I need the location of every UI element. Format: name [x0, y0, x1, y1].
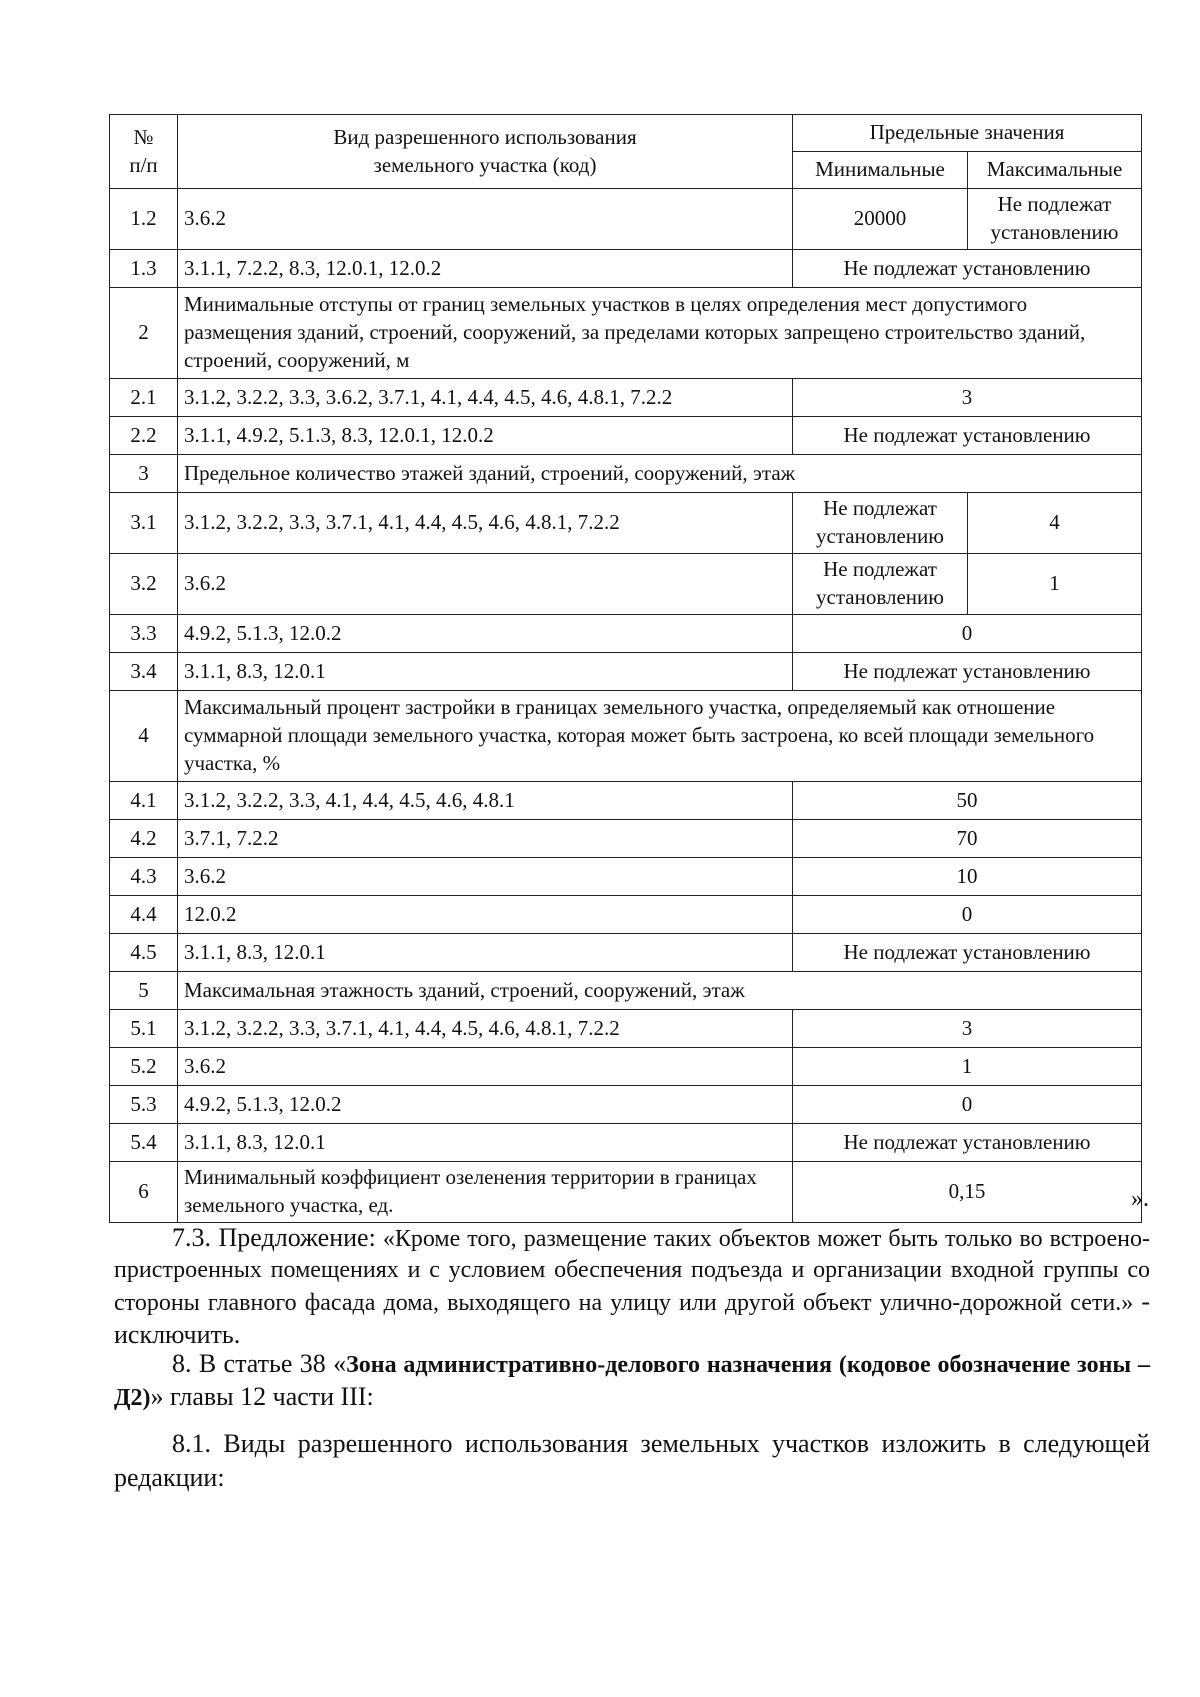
paragraph-7-3: [114, 1222, 1150, 1352]
row-value: Не подлежат установлению: [793, 417, 1142, 455]
row-value: 10: [793, 858, 1142, 896]
row-codes: 12.0.2: [178, 896, 793, 934]
row-number: 4.1: [110, 782, 178, 820]
section-title: Максимальная этажность зданий, строений, сооружений, этаж: [178, 972, 1142, 1010]
row-codes: 4.9.2, 5.1.3, 12.0.2: [178, 1086, 793, 1124]
row-number: 1.2: [110, 189, 178, 250]
row-minimum: 20000: [793, 189, 968, 250]
table-row: [110, 615, 1142, 653]
row-number: 3.2: [110, 554, 178, 615]
table-row: [110, 250, 1142, 288]
row-minimum: Не подлежат установлению: [793, 554, 968, 615]
section-title: Предельное количество этажей зданий, строений, сооружений, этаж: [178, 455, 1142, 493]
row-codes: 3.1.2, 3.2.2, 3.3, 3.7.1, 4.1, 4.4, 4.5, 4.6, 4.8.1, 7.2.2: [178, 1010, 793, 1048]
header-minimum: Минимальные: [793, 152, 968, 189]
table-row: [110, 189, 1142, 250]
table-row: [110, 1010, 1142, 1048]
row-value: Не подлежат установлению: [793, 1124, 1142, 1162]
table-row: [110, 379, 1142, 417]
row-number: 6: [110, 1162, 178, 1223]
header-limit-values: Предельные значения: [793, 115, 1142, 152]
paragraph-7-3-text: «Кроме того, размещение таких объектов может быть только во встроено-пристроенных помещениях и с условием обеспечения подъезда и организации входной группы со стороны главного фасада дома, выходящего на улицу или другой объект улично-дорожной сети.»: [114, 1226, 1150, 1316]
parameters-table: [109, 114, 1142, 1223]
paragraph-8-end: » главы 12 части III:: [150, 1382, 374, 1411]
row-codes: 3.1.1, 8.3, 12.0.1: [178, 1124, 793, 1162]
row-number: 4.5: [110, 934, 178, 972]
row-number: 5.1: [110, 1010, 178, 1048]
row-codes: 4.9.2, 5.1.3, 12.0.2: [178, 615, 793, 653]
row-value: Не подлежат установлению: [793, 250, 1142, 288]
row-number: 5.4: [110, 1124, 178, 1162]
row-value: 0: [793, 896, 1142, 934]
header-number: № п/п: [110, 115, 178, 189]
row-codes: 3.1.1, 7.2.2, 8.3, 12.0.1, 12.0.2: [178, 250, 793, 288]
row-number: 2.1: [110, 379, 178, 417]
closing-quote-mark: ».: [1131, 1186, 1149, 1212]
row-codes: 3.6.2: [178, 189, 793, 250]
row-codes: 3.1.2, 3.2.2, 3.3, 3.7.1, 4.1, 4.4, 4.5, 4.6, 4.8.1, 7.2.2: [178, 493, 793, 554]
section-title: Максимальный процент застройки в границах земельного участка, определяемый как отношение суммарной площади земельного участка, которая может быть застроена, ко всей площади земельного участка, %: [178, 691, 1142, 782]
row-value: 0: [793, 1086, 1142, 1124]
row-value: 1: [793, 1048, 1142, 1086]
table-row: [110, 653, 1142, 691]
row-value: 0,15: [793, 1162, 1142, 1223]
table-section-row: [110, 691, 1142, 782]
zone-title: Зона административно-делового назначения (кодовое обозначение зоны – Д2): [114, 1352, 1150, 1411]
table-row: [110, 493, 1142, 554]
row-number: 2: [110, 288, 178, 379]
table-section-row: [110, 455, 1142, 493]
row-number: 4.4: [110, 896, 178, 934]
row-codes: 3.1.2, 3.2.2, 3.3, 3.6.2, 3.7.1, 4.1, 4.4, 4.5, 4.6, 4.8.1, 7.2.2: [178, 379, 793, 417]
row-value: 0: [793, 615, 1142, 653]
row-codes: 3.1.1, 8.3, 12.0.1: [178, 934, 793, 972]
table-section-row: [110, 288, 1142, 379]
header-usage-kind: Вид разрешенного использования земельного участка (код): [178, 115, 793, 189]
header-maximum: Максимальные: [968, 152, 1142, 189]
row-codes: 3.1.2, 3.2.2, 3.3, 4.1, 4.4, 4.5, 4.6, 4.8.1: [178, 782, 793, 820]
paragraph-8-1: [114, 1427, 1150, 1495]
section-title: Минимальные отступы от границ земельных участков в целях определения мест допустимого размещения зданий, строений, сооружений, за пределами которых запрещено строительство зданий, строений, сооружений, м: [178, 288, 1142, 379]
row-maximum: Не подлежат установлению: [968, 189, 1142, 250]
table-row: [110, 896, 1142, 934]
table-row: [110, 782, 1142, 820]
row-description: Минимальный коэффициент озеленения территории в границах земельного участка, ед.: [178, 1162, 793, 1223]
table-row: [110, 858, 1142, 896]
row-codes: 3.6.2: [178, 1048, 793, 1086]
table-row: [110, 820, 1142, 858]
row-codes: 3.1.1, 4.9.2, 5.1.3, 8.3, 12.0.1, 12.0.2: [178, 417, 793, 455]
paragraph-7-3-end: - исключить.: [114, 1287, 1151, 1349]
paragraph-8-1-text: 8.1. Виды разрешенного использования земельных участков изложить в следующей редакции:: [114, 1429, 1150, 1492]
table-section-row: [110, 972, 1142, 1010]
row-number: 3.4: [110, 653, 178, 691]
row-value: 3: [793, 379, 1142, 417]
row-number: 3.1: [110, 493, 178, 554]
row-number: 5.3: [110, 1086, 178, 1124]
row-number: 4.3: [110, 858, 178, 896]
row-value: 50: [793, 782, 1142, 820]
row-codes: 3.7.1, 7.2.2: [178, 820, 793, 858]
table-row: [110, 1124, 1142, 1162]
row-maximum: 4: [968, 493, 1142, 554]
table-row: [110, 1048, 1142, 1086]
row-number: 3.3: [110, 615, 178, 653]
row-value: 3: [793, 1010, 1142, 1048]
paragraph-7-3-label: 7.3. Предложение:: [172, 1223, 376, 1252]
paragraph-8: [114, 1348, 1150, 1414]
row-number: 4.2: [110, 820, 178, 858]
row-codes: 3.1.1, 8.3, 12.0.1: [178, 653, 793, 691]
table-header-row: [110, 115, 1142, 152]
table-row: [110, 417, 1142, 455]
row-minimum: Не подлежат установлению: [793, 493, 968, 554]
row-number: 4: [110, 691, 178, 782]
row-value: 70: [793, 820, 1142, 858]
row-number: 3: [110, 455, 178, 493]
row-number: 1.3: [110, 250, 178, 288]
row-codes: 3.6.2: [178, 858, 793, 896]
row-codes: 3.6.2: [178, 554, 793, 615]
row-number: 2.2: [110, 417, 178, 455]
table-row: [110, 1086, 1142, 1124]
row-number: 5: [110, 972, 178, 1010]
row-value: Не подлежат установлению: [793, 934, 1142, 972]
row-number: 5.2: [110, 1048, 178, 1086]
paragraph-8-start: 8. В статье 38 «: [172, 1349, 347, 1378]
row-value: Не подлежат установлению: [793, 653, 1142, 691]
table-row: [110, 934, 1142, 972]
row-maximum: 1: [968, 554, 1142, 615]
table-row: [110, 554, 1142, 615]
